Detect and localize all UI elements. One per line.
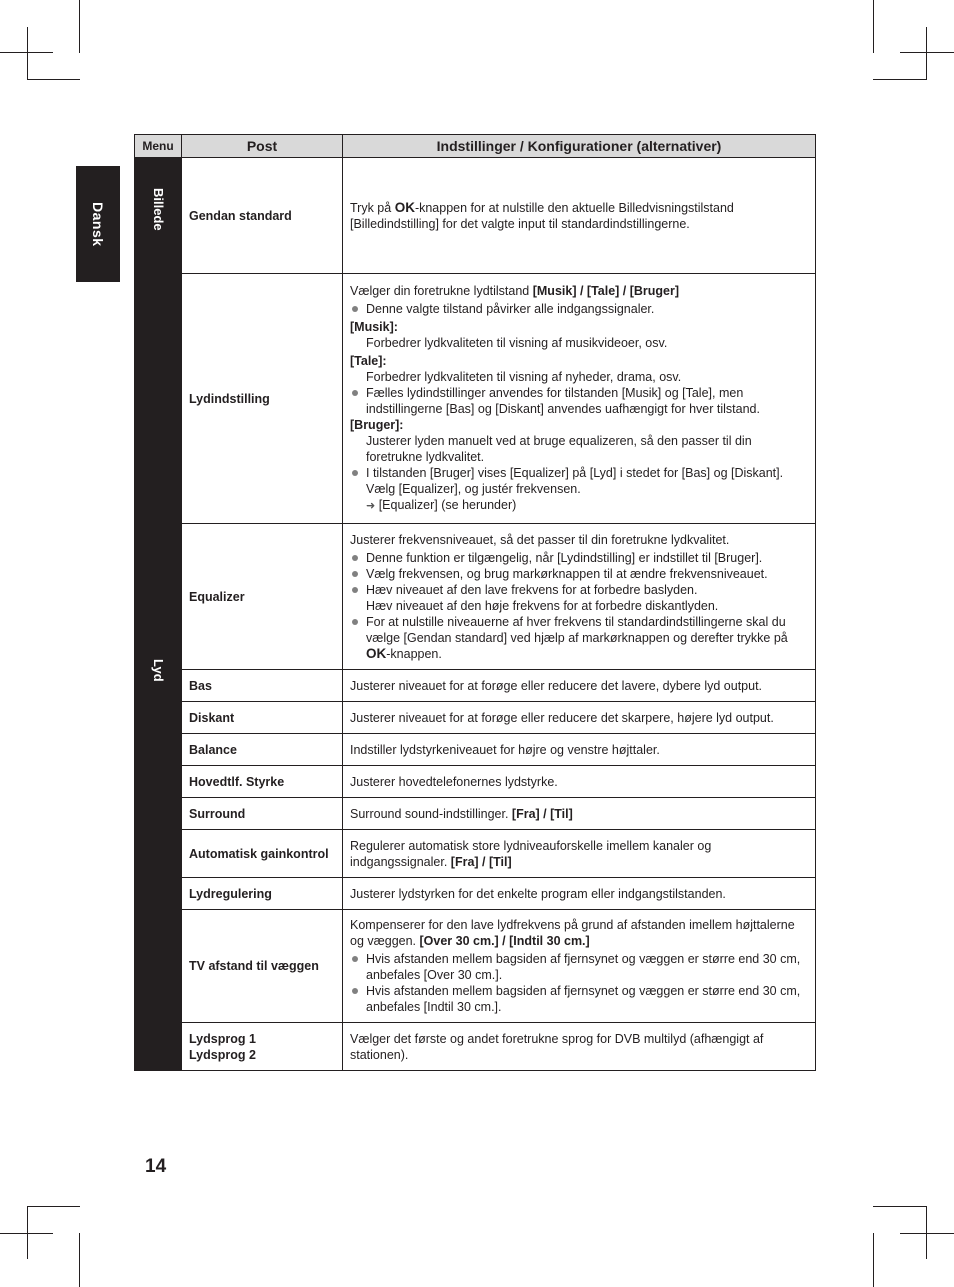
crop-mark [900, 52, 954, 53]
crop-mark [926, 1206, 927, 1259]
bullet-item: I tilstanden [Bruger] vises [Equalizer] på [Lyd] i stedet for [Bas] og [Diskant]. Vælg [Equalizer], og justér frekvensen. [350, 465, 808, 497]
table-row [135, 1023, 816, 1071]
category-label: Lyd [151, 658, 166, 682]
crop-mark [79, 1233, 80, 1287]
table-row [135, 670, 816, 702]
row-settings: Vælger det første og andet foretrukne sprog for DVB multilyd (afhængigt af stationen). [343, 1023, 816, 1071]
bullet-item: Hvis afstanden mellem bagsiden af fjernsynet og væggen er større end 30 cm, anbefales [Indtil 30 cm.]. [350, 983, 808, 1015]
row-settings: Justerer hovedtelefonernes lydstyrke. [343, 766, 816, 798]
row-settings: Indstiller lydstyrkeniveauet for højre og venstre højttaler. [343, 734, 816, 766]
category-picture [135, 158, 182, 274]
ok-button-label: OK [366, 645, 387, 661]
table-row [135, 524, 816, 670]
row-settings: Vælger din foretrukne lydtilstand [Musik] / [Tale] / [Bruger] Denne valgte tilstand påvirker alle indgangssignaler. [Musik]: Forbedrer lydkvaliteten til visning af musikvideoer, osv. [Tale]: Forbedrer lydkvaliteten til visning af nyheder, drama, osv. Fælles lydindstillinger anvendes for tilstanden [Musik] og [Tale], men indstillingerne [Bas] og [Diskant] anvendes uafhængigt for hver tilstand. [Bruger]: Justerer lyden manuelt ved at bruge equalizeren, så den passer til din foretrukne lydkvalitet. I tilstanden [Bruger] vises [Equalizer] på [Lyd] i stedet for [Bas] og [Diskant]. Vælg [Equalizer], og justér frekvensen. ➜ [Equalizer] (se herunder) [343, 274, 816, 524]
table-row [135, 878, 816, 910]
table-header-row [135, 135, 816, 158]
crop-mark [873, 1206, 926, 1207]
row-post: Lydsprog 1 Lydsprog 2 [182, 1023, 343, 1071]
crop-mark [873, 0, 874, 53]
table-row [135, 798, 816, 830]
bullet-item: Denne valgte tilstand påvirker alle indgangssignaler. [350, 301, 808, 317]
table-row [135, 158, 816, 274]
row-post: Automatisk gainkontrol [182, 830, 343, 878]
bullet-item: Vælg frekvensen, og brug markørknappen til at ændre frekvensniveauet. [350, 566, 808, 582]
bullet-item: Fælles lydindstillinger anvendes for tilstanden [Musik] og [Tale], men indstillingerne [Bas] og [Diskant] anvendes uafhængigt for hver tilstand. [350, 385, 808, 417]
crop-mark [873, 79, 926, 80]
bullet-item: For at nulstille niveauerne af hver frekvens til standardindstillingerne skal du vælge [Gendan standard] ved hjælp af markørknappen og derefter trykke på OK-knappen. [350, 614, 808, 662]
crop-mark [873, 1233, 874, 1287]
table-row [135, 274, 816, 524]
row-settings: Kompenserer for den lave lydfrekvens på grund af afstanden imellem højttalerne og væggen. [Over 30 cm.] / [Indtil 30 cm.] Hvis afstanden mellem bagsiden af fjernsynet og væggen er større end 30 cm, anbefales [Over 30 cm.]. Hvis afstanden mellem bagsiden af fjernsynet og væggen er større end 30 cm, anbefales [Indtil 30 cm.]. [343, 910, 816, 1023]
row-settings: Justerer niveauet for at forøge eller reducere det skarpere, højere lyd output. [343, 702, 816, 734]
table-row [135, 766, 816, 798]
row-settings: Justerer lydstyrken for det enkelte program eller indgangstilstanden. [343, 878, 816, 910]
bullet-item: Hæv niveauet af den lave frekvens for at forbedre baslyden. [350, 582, 808, 598]
row-settings: Justerer frekvensniveauet, så det passer til din foretrukne lydkvalitet. Denne funktion er tilgængelig, når [Lydindstilling] er indstillet til [Bruger]. Vælg frekvensen, og brug markørknappen til at ændre frekvensniveauet. Hæv niveauet af den lave frekvens for at forbedre baslyden. Hæv niveauet af den høje frekvens for at forbedre diskantlyden. For at nulstille niveauerne af hver frekvens til standardindstillingerne skal du vælge [Gendan standard] ved hjælp af markørknappen og derefter trykke på OK-knappen. [343, 524, 816, 670]
category-sound [135, 274, 182, 1071]
row-post: Lydindstilling [182, 274, 343, 524]
ok-button-label: OK [394, 199, 415, 215]
crop-mark [926, 27, 927, 80]
bullet-item: Hvis afstanden mellem bagsiden af fjernsynet og væggen er større end 30 cm, anbefales [Over 30 cm.]. [350, 951, 808, 983]
row-post: Balance [182, 734, 343, 766]
arrow-right-icon: ➜ [366, 500, 376, 512]
row-post: Surround [182, 798, 343, 830]
page-number: 14 [145, 1156, 167, 1177]
header-settings: Indstillinger / Konfigurationer (alternativer) [343, 135, 816, 158]
crop-mark [27, 1206, 80, 1207]
crop-mark [27, 79, 80, 80]
header-post: Post [182, 135, 343, 158]
category-label: Billede [151, 188, 166, 231]
crop-mark [79, 0, 80, 53]
crop-mark [900, 1233, 954, 1234]
row-settings: Tryk på OK-knappen for at nulstille den aktuelle Billedvisningstilstand [Billedindstilling] for det valgte input til standardindstillingerne. [343, 158, 816, 274]
row-post: Diskant [182, 702, 343, 734]
bullet-item: Denne funktion er tilgængelig, når [Lydindstilling] er indstillet til [Bruger]. [350, 550, 808, 566]
language-tab [76, 166, 120, 282]
row-post: Hovedtlf. Styrke [182, 766, 343, 798]
table-row [135, 830, 816, 878]
table-row [135, 734, 816, 766]
settings-table [134, 134, 816, 1071]
row-post: Equalizer [182, 524, 343, 670]
header-menu: Menu [135, 135, 182, 158]
crop-mark [27, 1206, 28, 1259]
row-post: TV afstand til væggen [182, 910, 343, 1023]
row-post: Lydregulering [182, 878, 343, 910]
row-post: Bas [182, 670, 343, 702]
language-tab-label: Dansk [90, 201, 106, 247]
row-settings: Regulerer automatisk store lydniveauforskelle imellem kanaler og indgangssignaler. [Fra] / [Til] [343, 830, 816, 878]
table-row [135, 702, 816, 734]
crop-mark [27, 27, 28, 80]
table-row [135, 910, 816, 1023]
row-settings: Surround sound-indstillinger. [Fra] / [Til] [343, 798, 816, 830]
row-settings: Justerer niveauet for at forøge eller reducere det lavere, dybere lyd output. [343, 670, 816, 702]
row-post: Gendan standard [182, 158, 343, 274]
